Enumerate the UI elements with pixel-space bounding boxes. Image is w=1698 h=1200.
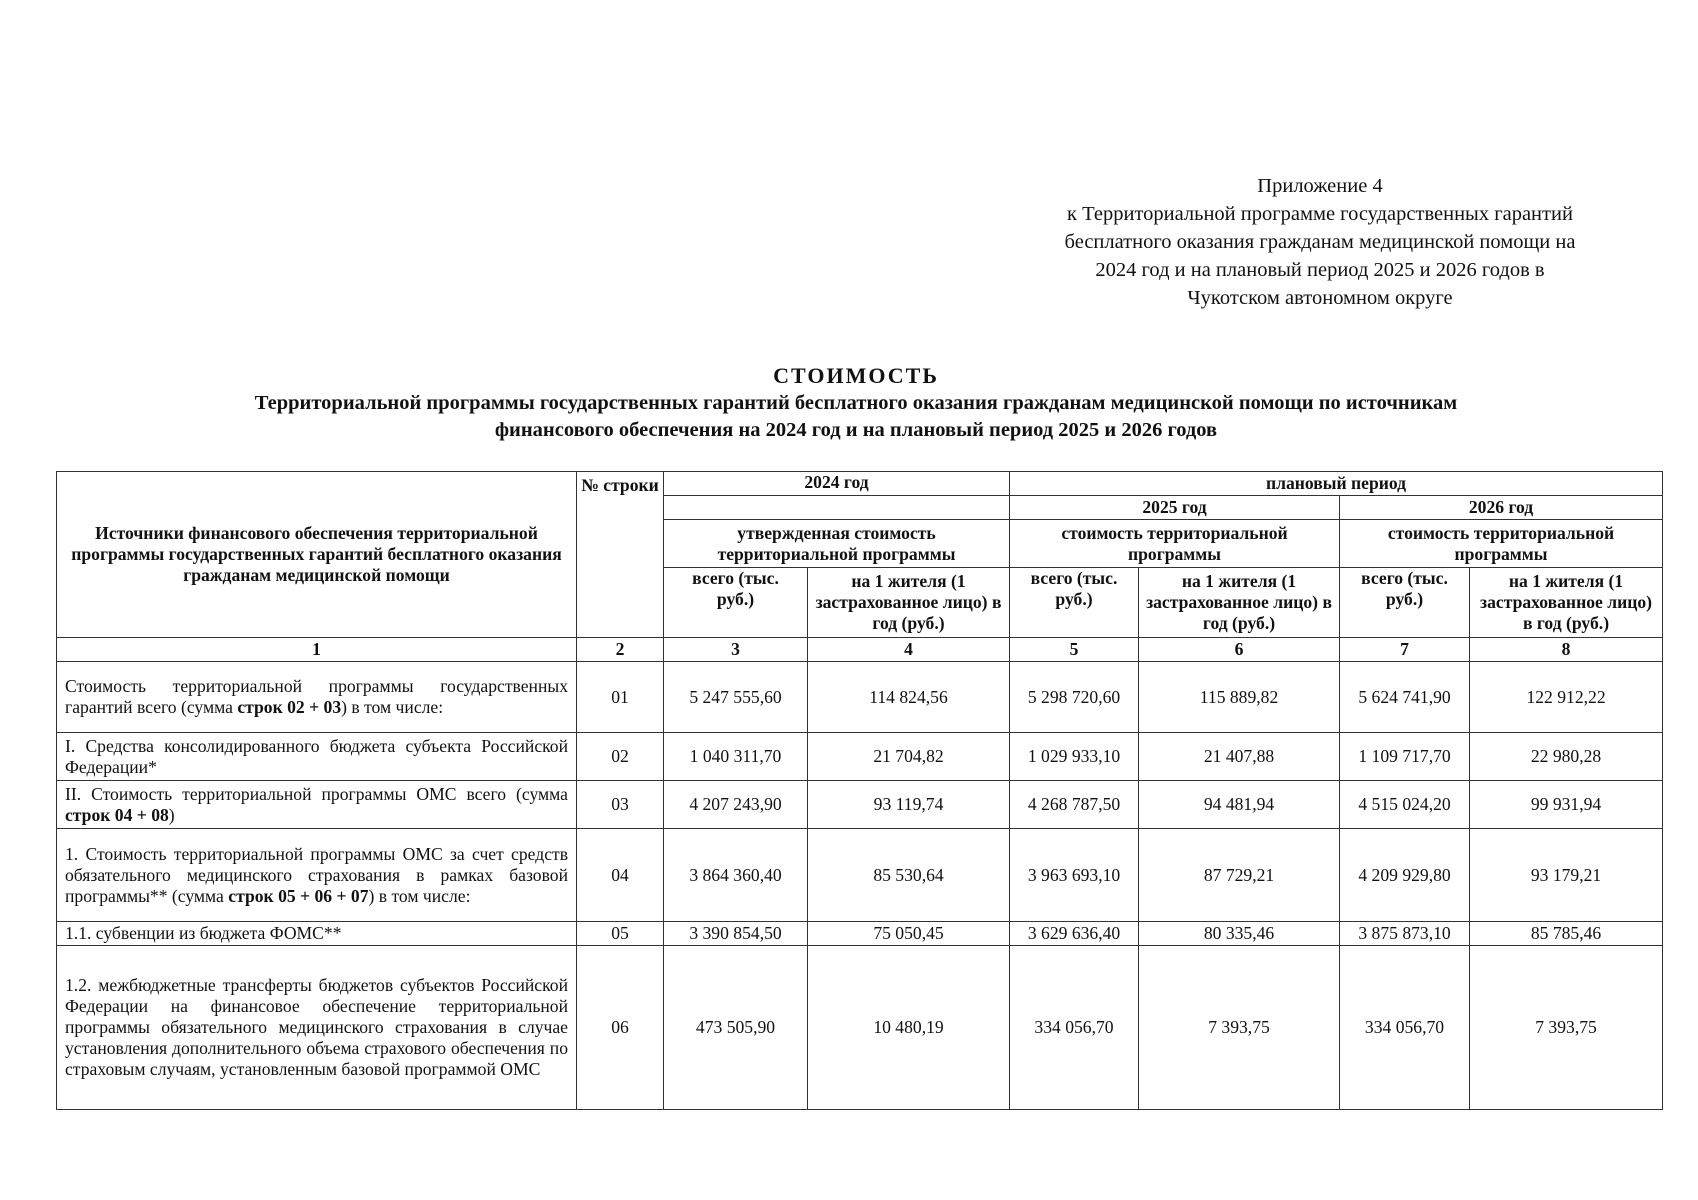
header-year-2024: 2024 год xyxy=(664,472,1010,496)
cell-value: 334 056,70 xyxy=(1340,946,1470,1110)
cell-value: 115 889,82 xyxy=(1139,662,1340,733)
cell-value: 99 931,94 xyxy=(1470,781,1663,829)
row-code: 05 xyxy=(577,922,664,946)
header-total: всего (тыс. руб.) xyxy=(1340,568,1470,638)
cell-value: 87 729,21 xyxy=(1139,829,1340,922)
title-sub-line-2: финансового обеспечения на 2024 год и на плановый период 2025 и 2026 годов xyxy=(494,419,1218,441)
cell-value: 5 298 720,60 xyxy=(1010,662,1139,733)
cell-value: 3 629 636,40 xyxy=(1010,922,1139,946)
row-code: 04 xyxy=(577,829,664,922)
header-row-number: № строки xyxy=(577,472,664,638)
column-number: 3 xyxy=(664,638,808,662)
cell-value: 114 824,56 xyxy=(808,662,1010,733)
header-approved-cost: утвержденная стоимость территориальной программы xyxy=(664,520,1010,568)
row-label: 1. Стоимость территориальной программы ОМС за счет средств обязательного медицинского страхования в рамках базовой программы** (сумма строк 05 + 06 + 07) в том числе: xyxy=(57,829,577,922)
cell-value: 1 040 311,70 xyxy=(664,733,808,781)
row-label: I. Средства консолидированного бюджета субъекта Российской Федерации* xyxy=(57,733,577,781)
cell-value: 1 109 717,70 xyxy=(1340,733,1470,781)
cell-value: 122 912,22 xyxy=(1470,662,1663,733)
cell-value: 334 056,70 xyxy=(1010,946,1139,1110)
cell-value: 4 268 787,50 xyxy=(1010,781,1139,829)
column-number: 4 xyxy=(808,638,1010,662)
cell-value: 10 480,19 xyxy=(808,946,1010,1110)
row-label: II. Стоимость территориальной программы ОМС всего (сумма строк 04 + 08) xyxy=(57,781,577,829)
cell-value: 85 530,64 xyxy=(808,829,1010,922)
cell-value: 1 029 933,10 xyxy=(1010,733,1139,781)
column-number: 1 xyxy=(57,638,577,662)
title-main: СТОИМОСТЬ xyxy=(773,363,939,388)
cell-value: 93 119,74 xyxy=(808,781,1010,829)
column-number: 8 xyxy=(1470,638,1663,662)
appendix-note xyxy=(1000,172,1640,312)
appendix-line: Приложение 4 xyxy=(1257,175,1383,197)
title-sub-line-1: Территориальной программы государственных гарантий бесплатного оказания гражданам медицинской помощи по источникам xyxy=(254,392,1458,414)
cell-value: 21 407,88 xyxy=(1139,733,1340,781)
header-per-resident: на 1 жителя (1 застрахованное лицо) в год (руб.) xyxy=(1139,568,1340,638)
cell-value: 21 704,82 xyxy=(808,733,1010,781)
row-code: 03 xyxy=(577,781,664,829)
cell-value: 93 179,21 xyxy=(1470,829,1663,922)
cell-value: 3 864 360,40 xyxy=(664,829,808,922)
cell-value: 3 875 873,10 xyxy=(1340,922,1470,946)
table-row xyxy=(57,922,1663,946)
header-source: Источники финансового обеспечения территориальной программы государственных гарантий бесплатного оказания гражданам медицинской помощи xyxy=(57,472,577,638)
cell-value: 85 785,46 xyxy=(1470,922,1663,946)
column-number: 2 xyxy=(577,638,664,662)
appendix-line: бесплатного оказания гражданам медицинской помощи на xyxy=(1064,231,1576,253)
row-code: 06 xyxy=(577,946,664,1110)
row-label: 1.2. межбюджетные трансферты бюджетов субъектов Российской Федерации на финансовое обеспечение территориальной программы обязательного медицинского страхования в случае установления дополнительного объема страхового обеспечения по страховым случаям, установленным базовой программой ОМС xyxy=(57,946,577,1110)
table-row xyxy=(57,829,1663,922)
row-label: Стоимость территориальной программы государственных гарантий всего (сумма строк 02 + 03) в том числе: xyxy=(57,662,577,733)
table-row xyxy=(57,946,1663,1110)
cell-value: 7 393,75 xyxy=(1139,946,1340,1110)
document-title xyxy=(56,362,1656,444)
cell-value: 4 207 243,90 xyxy=(664,781,808,829)
cell-value: 7 393,75 xyxy=(1470,946,1663,1110)
header-year-2026: 2026 год xyxy=(1340,496,1663,520)
appendix-line: к Территориальной программе государственных гарантий xyxy=(1067,203,1573,225)
cost-table xyxy=(56,471,1663,1110)
cell-value: 22 980,28 xyxy=(1470,733,1663,781)
cell-value: 4 209 929,80 xyxy=(1340,829,1470,922)
cell-value: 80 335,46 xyxy=(1139,922,1340,946)
row-code: 02 xyxy=(577,733,664,781)
row-label: 1.1. субвенции из бюджета ФОМС** xyxy=(57,922,577,946)
table-row xyxy=(57,733,1663,781)
header-program-cost-2025: стоимость территориальной программы xyxy=(1010,520,1340,568)
cell-value: 94 481,94 xyxy=(1139,781,1340,829)
column-number-row xyxy=(57,638,1663,662)
header-per-resident: на 1 жителя (1 застрахованное лицо) в год (руб.) xyxy=(1470,568,1663,638)
cell-value: 75 050,45 xyxy=(808,922,1010,946)
table-row xyxy=(57,662,1663,733)
cell-value: 473 505,90 xyxy=(664,946,808,1110)
column-number: 5 xyxy=(1010,638,1139,662)
cell-value: 3 390 854,50 xyxy=(664,922,808,946)
cell-value: 5 247 555,60 xyxy=(664,662,808,733)
header-per-resident: на 1 жителя (1 застрахованное лицо) в год (руб.) xyxy=(808,568,1010,638)
header-program-cost-2026: стоимость территориальной программы xyxy=(1340,520,1663,568)
header-total: всего (тыс. руб.) xyxy=(1010,568,1139,638)
header-year-2025: 2025 год xyxy=(1010,496,1340,520)
row-code: 01 xyxy=(577,662,664,733)
header-planned-period: плановый период xyxy=(1010,472,1663,496)
cell-value: 3 963 693,10 xyxy=(1010,829,1139,922)
column-number: 6 xyxy=(1139,638,1340,662)
appendix-line: 2024 год и на плановый период 2025 и 2026 годов в xyxy=(1095,259,1545,281)
cell-value: 4 515 024,20 xyxy=(1340,781,1470,829)
cell-value: 5 624 741,90 xyxy=(1340,662,1470,733)
header-total: всего (тыс. руб.) xyxy=(664,568,808,638)
column-number: 7 xyxy=(1340,638,1470,662)
appendix-line: Чукотском автономном округе xyxy=(1187,287,1453,309)
table-row xyxy=(57,781,1663,829)
